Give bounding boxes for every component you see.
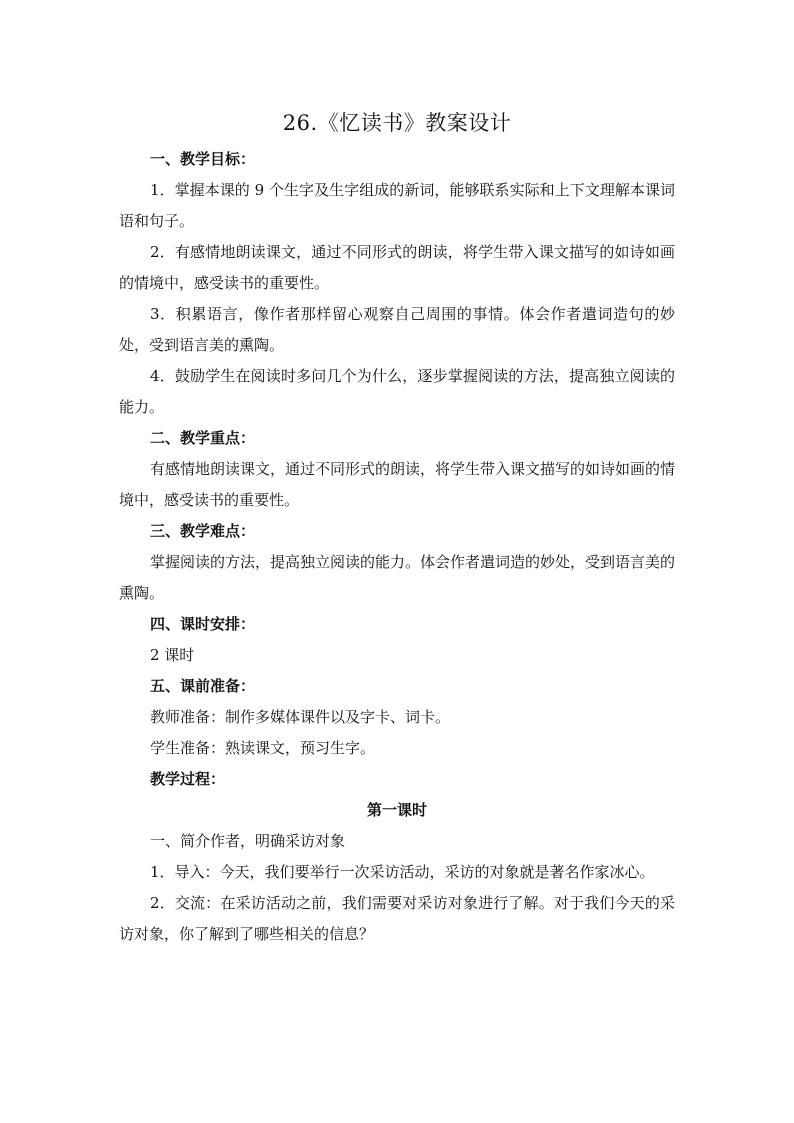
student-preparation: 学生准备：熟读课文，预习生字。 [150, 739, 376, 757]
goal-item-3: 3．积累语言，像作者那样留心观察自己周围的事情。体会作者遣词造句的妙处，受到语言美的熏陶。 [119, 305, 675, 354]
lesson-plan-page [119, 108, 675, 950]
schedule-text: 2 课时 [150, 646, 195, 664]
goal-item-2: 2．有感情地朗读课文，通过不同形式的朗读，将学生带入课文描写的如诗如画的情境中，感受读书的重要性。 [119, 243, 675, 292]
goal-item-4: 4．鼓励学生在阅读时多问几个为什么，逐步掌握阅读的方法，提高独立阅读的能力。 [119, 367, 675, 416]
step-title: 一、简介作者，明确采访对象 [150, 832, 346, 850]
goals-heading: 一、教学目标： [150, 150, 256, 168]
key-points-heading: 二、教学重点： [150, 429, 256, 447]
document-title: 26.《忆读书》教案设计 [282, 111, 512, 135]
difficulties-heading: 三、教学难点： [150, 522, 256, 540]
lesson-title: 第一课时 [366, 801, 427, 819]
goal-item-1: 1．掌握本课的 9 个生字及生字组成的新词，能够联系实际和上下文理解本课词语和句子。 [119, 181, 675, 230]
schedule-heading: 四、课时安排： [150, 615, 256, 633]
preparation-heading: 五、课前准备： [150, 677, 256, 695]
process-item-1: 1．导入：今天，我们要举行一次采访活动，采访的对象就是著名作家冰心。 [150, 863, 655, 881]
difficulties-text: 掌握阅读的方法，提高独立阅读的能力。体会作者遣词造的妙处，受到语言美的熏陶。 [119, 553, 676, 602]
key-points-text: 有感情地朗读课文，通过不同形式的朗读，将学生带入课文描写的如诗如画的情境中，感受读书的重要性。 [119, 460, 676, 509]
process-item-2: 2．交流：在采访活动之前，我们需要对采访对象进行了解。对于我们今天的采访对象，你了解到了哪些相关的信息？ [119, 894, 675, 943]
teacher-preparation: 教师准备：制作多媒体课件以及字卡、词卡。 [150, 708, 451, 726]
process-heading: 教学过程： [150, 770, 226, 788]
